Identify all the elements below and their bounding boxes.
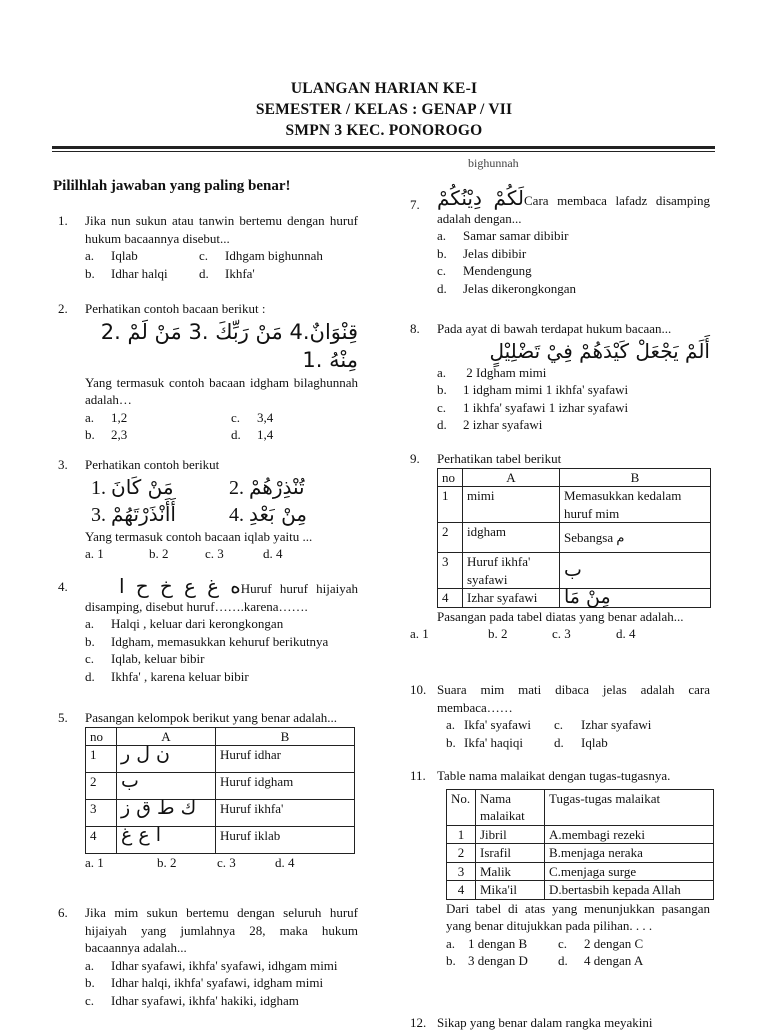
option-text: b. 2 — [488, 626, 508, 641]
arabic-letters: ه غ ع خ ح ا — [119, 574, 241, 598]
table-row: 3 Huruf ikhfa' syafawi ب — [438, 553, 711, 589]
question-number: 8. — [410, 321, 420, 336]
question-number: 1. — [58, 213, 68, 228]
question-8 — [410, 320, 710, 434]
option-text: a. 1 — [85, 855, 104, 870]
arabic-example-grid — [91, 474, 358, 528]
option-text: 2 dengan C — [584, 935, 644, 951]
option-text: 1 ikhfa' syafawi 1 izhar syafawi — [463, 399, 629, 415]
option-text: 3 dengan D — [468, 953, 528, 968]
option-text: 1 idgham mimi 1 ikhfa' syafawi — [463, 382, 629, 397]
option: c. 1 ikhfa' syafawi 1 izhar syafawi — [437, 399, 629, 415]
option-text: Idhar syafawi, ikhfa' hakiki, idgham — [111, 992, 299, 1008]
options-row — [85, 854, 358, 872]
option: b. 1 idgham mimi 1 ikhfa' syafawi — [437, 382, 629, 397]
question-number: 2. — [58, 301, 68, 316]
option: d. Ikhfa' , karena keluar bibir — [85, 668, 249, 684]
question-text: Suara mim mati dibaca jelas adalah cara membaca…… — [437, 682, 710, 715]
option-text: 3,4 — [257, 409, 274, 425]
option-text: 2 Idgham mimi — [463, 364, 547, 380]
table-header-row: no A B — [86, 727, 355, 746]
option-text: Iqlab — [581, 734, 608, 750]
table-row: 1 ن ل ر Huruf idhar — [86, 746, 355, 773]
option-text: Idhgam bighunnah — [225, 248, 323, 263]
question-text: Yang termasuk contoh bacaan iqlab yaitu ... — [85, 528, 313, 544]
question-text: Pasangan pada tabel diatas yang benar adalah... — [437, 608, 684, 624]
question-number: 10. — [410, 682, 427, 697]
question-number: 11. — [410, 768, 426, 783]
example-3: 3. أَأَنْذَرْتَهُمْ — [91, 501, 176, 526]
question-text: Dari tabel di atas yang menunjukkan pasangan yang benar ditujukkan pada pilihan. . . . — [446, 900, 710, 933]
question-text: Jika mim sukun bertemu dengan seluruh huruf hijaiyah yang jumlahnya 28, maka hukum bacaannya adalah... — [85, 905, 358, 955]
question-text: Table nama malaikat dengan tugas-tugasnya. — [437, 768, 671, 783]
header-divider-thick — [52, 146, 715, 149]
options-row — [410, 625, 710, 643]
option-text: Idhar syafawi, ikhfa' syafawi, idhgam mimi — [111, 957, 338, 973]
option-text: 1,4 — [257, 427, 274, 442]
example-1: 1. مَنْ كَانَ — [91, 474, 174, 499]
option: d. Jelas dikerongkongan — [437, 280, 577, 296]
exam-header — [0, 78, 768, 141]
option-text: Idhar halqi — [111, 265, 168, 281]
question-text: Perhatikan contoh berikut — [85, 457, 220, 472]
question-1 — [58, 212, 358, 282]
option-text: Jelas dikerongkongan — [463, 280, 577, 296]
arabic-examples: قِنْوَانٌ.4 مَنْ رَبِّكَ .3 مَنْ لَمْ .2 — [100, 319, 358, 344]
option: a. 2 Idgham mimi — [437, 364, 547, 380]
option: b. Idgham, memasukkan kehuruf berikutnya — [85, 633, 329, 649]
question-text: Perhatikan tabel berikut — [437, 451, 562, 466]
question-text: Jika nun sukun atau tanwin bertemu dengan huruf hukum bacaannya disebut... — [85, 213, 358, 246]
option-text: a. 1 — [410, 626, 429, 641]
question-text: Yang termasuk contoh bacaan idgham bilaghunnah adalah… — [85, 374, 358, 407]
question-5 — [58, 709, 358, 872]
question-12 — [410, 1014, 710, 1032]
option-text: d. 4 — [616, 626, 636, 641]
school-name: SMPN 3 KEC. PONOROGO — [285, 122, 483, 139]
question-6 — [58, 904, 358, 1009]
exam-title: ULANGAN HARIAN KE-I — [290, 80, 478, 97]
question-5-table — [85, 727, 355, 855]
question-9 — [410, 450, 710, 643]
table-row: 4 ا ع غ Huruf iklab — [86, 827, 355, 854]
option-text: c. 3 — [205, 546, 224, 561]
option: d. 2 izhar syafawi — [437, 417, 543, 432]
question-9-table — [437, 468, 711, 608]
option-text: c. 3 — [217, 855, 236, 870]
arabic-verse: أَلَمْ يَجْعَلْ كَيْدَهُمْ فِيْ تَضْلِيْلٍ — [489, 338, 710, 363]
question-3 — [58, 456, 358, 563]
example-2: 2. تُنْذِرْهُمْ — [229, 474, 305, 499]
table-row: 1 mimi Memasukkan kedalam huruf mim — [438, 487, 711, 523]
options-row: a. Iqlab c. Idhgam bighunnah — [85, 248, 323, 263]
question-11-table — [446, 789, 714, 900]
question-number: 7. — [410, 197, 420, 212]
option-text: 2 izhar syafawi — [463, 417, 543, 432]
option-text: a. 1 — [85, 546, 104, 561]
options-row: b. Ikfa' haqiqi d. Iqlab — [446, 734, 608, 750]
example-4: 4. مِنْ بَعْدِ — [229, 501, 308, 526]
question-7 — [410, 186, 710, 297]
arabic-phrase: لَكُمْ دِيْنُكُمْ — [437, 186, 524, 210]
options-row: b. 2,3 d. 1,4 — [85, 427, 274, 442]
option: a. Halqi , keluar dari kerongkongan — [85, 616, 284, 631]
question-number: 4. — [58, 579, 68, 594]
question-number: 12. — [410, 1015, 427, 1030]
option-text: Idgham, memasukkan kehuruf berikutnya — [111, 633, 329, 649]
table-row: 3 ك ط ق ز Huruf ikhfa' — [86, 800, 355, 827]
option-text: 4 dengan A — [584, 953, 644, 968]
option-text: Ikfa' haqiqi — [464, 734, 524, 750]
arabic-examples: مِنْهُ .1 — [302, 347, 358, 372]
semester-class: SEMESTER / KELAS : GENAP / VII — [255, 101, 513, 118]
option: b. Idhar halqi, ikhfa' syafawi, idgham mimi — [85, 975, 324, 990]
option: c. Mendengung — [437, 263, 532, 278]
option-text: 2,3 — [111, 427, 128, 442]
options-row — [85, 545, 358, 563]
option-text: d. 4 — [275, 855, 295, 870]
option-text: Halqi , keluar dari kerongkongan — [111, 616, 284, 631]
question-text: ه غ ع خ ح اHuruf huruf hijaiyah disamping, disebut huruf…….karena……. — [85, 574, 358, 614]
option-text: b. 2 — [149, 546, 169, 561]
table-row: 2 idgham Sebangsa م — [438, 523, 711, 553]
option-text: b. 2 — [157, 855, 177, 870]
question-text: Perhatikan contoh bacaan berikut : — [85, 301, 266, 316]
table-row: 4 Izhar syafawi مِنْ مَا — [438, 589, 711, 608]
table-header-row: No. Nama malaikat Tugas-tugas malaikat — [447, 789, 714, 825]
option: c. Iqlab, keluar bibir — [85, 651, 205, 666]
table-row: 3 Malik C.menjaga surge — [447, 862, 714, 881]
question-10 — [410, 681, 710, 751]
option-text: Ikhfa' — [225, 265, 255, 281]
option-text: Jelas dibibir — [463, 245, 527, 261]
option-text: Idhar halqi, ikhfa' syafawi, idgham mimi — [111, 975, 324, 990]
question-number: 3. — [58, 457, 68, 472]
option-text: Ikfa' syafawi — [464, 717, 531, 732]
question-text: Sikap yang benar dalam rangka meyakini — [437, 1015, 653, 1030]
question-number: 5. — [58, 710, 68, 725]
question-2 — [58, 300, 358, 444]
question-text: Pasangan kelompok berikut yang benar adalah... — [85, 710, 337, 725]
options-row: b. 3 dengan D d. 4 dengan A — [446, 953, 644, 968]
option: b. Jelas dibibir — [437, 245, 527, 261]
option-text: 1 dengan B — [468, 935, 528, 951]
option-text: Izhar syafawi — [581, 717, 652, 732]
options-row: a. 1 dengan B c. 2 dengan C — [446, 935, 644, 951]
option-text: d. 4 — [263, 546, 283, 561]
table-row: 2 Israfil B.menjaga neraka — [447, 844, 714, 863]
options-row: b. Idhar halqi d. Ikhfa' — [85, 265, 255, 281]
option-text: Iqlab — [111, 248, 138, 263]
options-row: a. 1,2 c. 3,4 — [85, 409, 274, 425]
option-text: 1,2 — [111, 409, 128, 425]
instruction: Pililhlah jawaban yang paling benar! — [53, 178, 291, 194]
option-text: c. 3 — [552, 626, 571, 641]
question-11 — [410, 767, 710, 970]
header-divider-thin — [52, 151, 715, 152]
option: a. Idhar syafawi, ikhfa' syafawi, idhgam mimi — [85, 957, 338, 973]
question-number: 9. — [410, 451, 420, 466]
table-row: 2 ب Huruf idgham — [86, 773, 355, 800]
question-text: لَكُمْ دِيْنُكُمْCara membaca lafadz disamping adalah dengan... — [437, 186, 710, 226]
option-text: Samar samar dibibir — [463, 228, 569, 243]
question-text: Pada ayat di bawah terdapat hukum bacaan... — [437, 321, 672, 336]
table-row: 4 Mika'il D.bertasbih kepada Allah — [447, 881, 714, 900]
table-header-row: no A B — [438, 468, 711, 487]
option: a. Samar samar dibibir — [437, 228, 569, 243]
question-4 — [58, 574, 358, 685]
question-number: 6. — [58, 905, 68, 920]
option: c. Idhar syafawi, ikhfa' hakiki, idgham — [85, 992, 299, 1008]
table-row: 1 Jibril A.membagi rezeki — [447, 825, 714, 844]
options-row: a. Ikfa' syafawi c. Izhar syafawi — [446, 717, 652, 732]
option-text: Mendengung — [463, 263, 532, 278]
cutoff-text: bighunnah — [468, 156, 519, 170]
option-text: Iqlab, keluar bibir — [111, 651, 205, 666]
option-text: Ikhfa' , karena keluar bibir — [111, 668, 249, 684]
